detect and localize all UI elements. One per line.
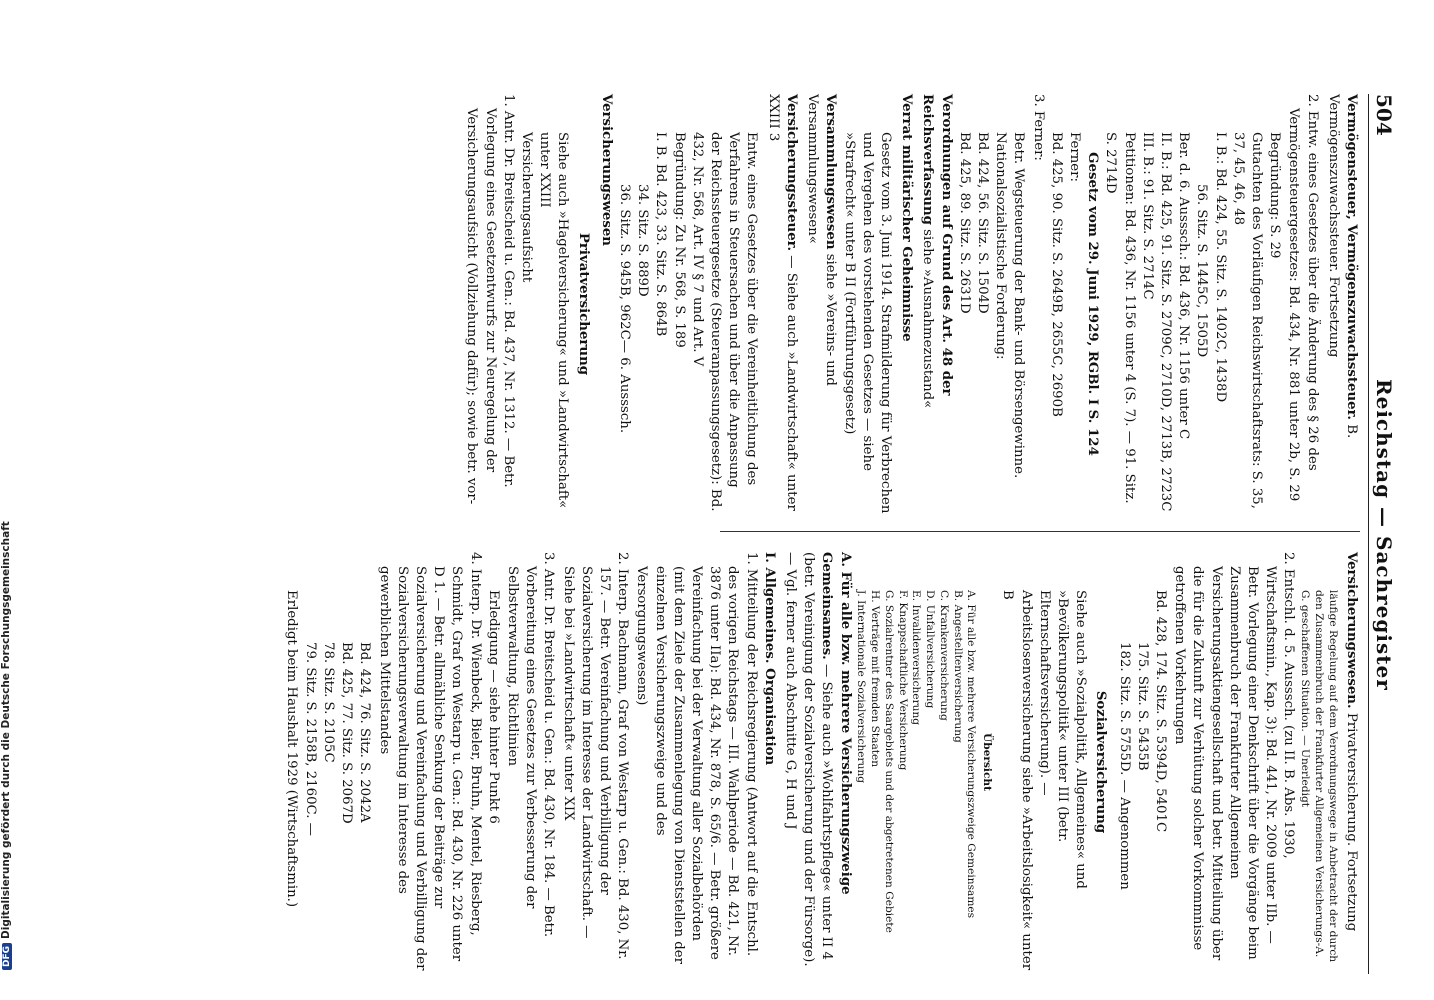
small-text-line: H. Verträge mit fremden Staaten (869, 590, 882, 768)
section-heading: Sozialversicherung (1093, 690, 1109, 834)
entry-headword: Versammlungswesen (823, 94, 839, 250)
small-text-line: E. Invalidenversicherung (910, 590, 923, 726)
reference-line: III. B.: 91. Sitz. S. 2714C (1139, 132, 1155, 300)
column-divider (720, 531, 1360, 532)
numbered-item: 4. Interp. Dr. Wienbeck, Bieler, Bruhn, Mentel, Riesberg, Schmidt, Graf von Westarp u. Gen.: Bd. 430, Nr. 226 unter D 1. — Betr. allmähliche Senkung der Beiträge zur Sozialversicherung und Vereinfachung und Verbilligung der Sozialversicherungsverwaltung im Interesse des gewerblichen Mittelstandes (376, 552, 483, 971)
overview-heading: Übersicht (981, 732, 994, 791)
index-entry (764, 94, 800, 514)
reference-line: I. B. Bd. 423, 33. Sitz. S. 864B (653, 132, 669, 337)
reference-line: Bd. 425, 89. Sitz. S. 2631D (956, 132, 972, 314)
small-text-line: D. Unfallversicherung (924, 590, 937, 709)
reference-line: Erledigung — siehe hinter Punkt 6 (485, 590, 501, 824)
reference-line: 34. Sitz. S. 889D (635, 184, 651, 297)
entry-text: Privatversicherung. Fortsetzung (1344, 708, 1359, 932)
running-head (1368, 94, 1396, 974)
small-text-line: F. Knappschaftliche Versicherung (896, 590, 909, 771)
small-text-line: J. Internationale Sozialversicherung (855, 590, 868, 784)
index-entry (897, 94, 915, 514)
footer-text: Digitalisierung gefördert durch die Deutsche Forschungsgemeinschaft (0, 521, 12, 939)
left-column (461, 94, 1360, 514)
entry-text: siehe »Vereins- und Versammlungswesen« (805, 94, 839, 386)
index-entry (918, 94, 954, 514)
numbered-item: 2. Entschl. d. 5. Ausssch. (zu II. B. Abs. 1930, Wirtschaftsmin., Kap. 3): Bd. 441, Nr. 2009 unter IIb. — Betr. Vorlegung einer Denkschrift über die Vorgänge beim Zusammenbruch der Frankfurter Allgemeinen Versicherungsaktiengesellschaft und betr. Mitteilung über die für die Zukunft zur Verhütung solcher Vorkommnisse getroffenen Vorkehrungen (1172, 552, 1297, 961)
reference-line: Bd. 424, 76. Sitz. S. 2042A (357, 642, 373, 823)
right-column (282, 552, 1360, 972)
index-entry (781, 552, 854, 972)
reference-line: Entw. eines Gesetzes über die Vereinheitlichung des Verfahrens in Steuersachen und über die Anpassung der Reichssteuergesetze (Steueranpassungsgesetz): Bd. 432, Nr. 568, Art. IV § 7 und Art. V (689, 132, 760, 512)
numbered-item: 1. Mitteilung der Reichsregierung (Antwort auf die Entschl. des vorigen Reichstags — III. Wahlperiode — Bd. 421, Nr. 3876 unter IIa): Bd. 434, Nr. 878, S. 65/6. — Betr. größere Vereinfachung bei der Verwaltung aller Sozialbehörden (mit dem Ziele der Zusammenlegung von Dienststellen der einzelnen Versicherungszweige und des Versorgungswesens) (634, 552, 759, 964)
numbered-item: 2. Entw. eines Gesetzes über die Änderung des § 26 des Vermögensteuergesetzes: Bd. 434, Nr. 881 unter 2b, S. 29 (1286, 94, 1320, 502)
reference-line: 182. Sitz. S. 5755D. — Angenommen (1116, 642, 1132, 890)
small-text-line: C. Krankenversicherung (937, 590, 950, 721)
reference-line: Bd. 425, 90. Sitz. S. 2649B, 2655C, 2690B (1048, 132, 1064, 417)
reference-line: Siehe auch »Hagelversicherung« und »Landwirtschaft« unter XXIII (537, 132, 571, 509)
entry-text: B. Vermögenszuwachssteuer. Fortsetzung (1325, 94, 1359, 439)
section-heading: Privatversicherung (575, 232, 591, 376)
small-text-line: läufige Regelung auf dem Verordnungswege in Anbetracht der durch den Zusammenbruch der Frankfurter Allgemeinen Versicherungs-A. G. geschaffenen Situation. — Unerledigt (1299, 590, 1339, 963)
reference-line: 36. Sitz. S. 945B, 962C— 6. Ausssch. (617, 184, 633, 434)
numbered-item: 3. Ferner: (1030, 94, 1046, 161)
entry-headword: A. Für alle bzw. mehrere Versicherungszweige Gemeinsames. (819, 552, 853, 895)
numbered-item: 3. Antr. Dr. Breitscheid u. Gen.: Bd. 430, Nr. 184. — Betr. Vorbereitung eines Gesetzes zur Verbesserung der Selbstverwaltung, Richtlinien (504, 552, 557, 938)
reference-line: Erledigt beim Haushalt 1929 (Wirtschaftsmin.) (284, 590, 300, 908)
reference-line: Bd. 425, 77. Sitz. S. 2067D (339, 642, 355, 824)
small-text-line: G. Sozialrentner des Saargebiets und der abgetretenen Gebiete (882, 590, 895, 933)
dfg-logo: DFG (2, 943, 12, 970)
index-entry (1324, 94, 1360, 514)
reference-line: Gutachten des Vorläufigen Reichswirtschaftsrats: S. 35, 37, 45, 46, 48 (1230, 132, 1264, 509)
numbered-item: 1. Antr. Dr. Breitscheid u. Gen.: Bd. 437, Nr. 1312. — Betr. Vorlegung eines Gesetzentwurfs zur Neuregelung der Versicherungsaufsicht (Vollziehung dafür); sowie betr. vor- (464, 94, 516, 505)
reference-line: Ferner: (1066, 132, 1082, 182)
reference-line: Bd. 428, 174. Sitz. S. 5394D, 5401C (1153, 590, 1169, 833)
entry-headword: Versicherungswesen. (1344, 552, 1359, 709)
page-number: 504 (1372, 94, 1396, 136)
reference-line: Begründung: Zu Nr. 568, S. 189 (671, 132, 687, 348)
reference-line: I. B.: Bd. 424, 55. Sitz. S. 1402C, 1438D (1212, 132, 1228, 403)
entry-headword: Vermögensteuer, Vermögenszuwachssteuer. (1344, 94, 1359, 421)
reference-line: 56. Sitz. S. 1445C, 1505D (1194, 184, 1210, 358)
entry-text: — Siehe auch »Wohlfahrtspflege« unter II 4 (betr. Vereinigung der Sozialversicherung und der Fürsorge). — Vgl. ferner auch Abschnitte G, H und J (782, 552, 835, 967)
small-text-line: B. Angestelltenversicherung (951, 590, 964, 743)
entry-text: siehe »Ausnahmezustand« (920, 224, 936, 409)
entry-headword: Verrat militärischer Geheimnisse (899, 94, 915, 342)
reference-line: 79. Sitz. S. 2158B, 2160C. — (302, 642, 318, 836)
reference-line: II. B.: Bd. 425, 91. Sitz. S. 2709C, 2710D, 2713B, 2723C (1157, 132, 1173, 512)
reference-line: Versicherungsaufsicht (519, 132, 535, 283)
index-entry (803, 94, 839, 514)
reference-line: Bd. 424, 56. Sitz. S. 1504D (974, 132, 990, 314)
entry-headword: Verordnungen auf Grund des Art. 48 der Reichsverfassung (920, 94, 954, 396)
reference-line: Petitionen: Bd. 436, Nr. 1156 unter 4 (S. 7). — 91. Sitz. S. 2714D (1103, 132, 1137, 504)
digitization-footer (0, 521, 12, 970)
small-text-line: A. Für alle bzw. mehrere Versicherungszweige Gemeinsames (965, 590, 978, 919)
index-entry (1342, 552, 1360, 972)
running-title: Reichstag — Sachregister (1372, 378, 1396, 691)
reference-line: 78. Sitz. S. 2105C (320, 642, 336, 763)
subsection-heading: I. Allgemeines. Organisation (761, 552, 777, 766)
reference-line: Siehe auch »Sozialpolitik, Allgemeines« und »Bevölkerungspolitik« unter III (betr. Elternschaftsversicherung). — Arbeitslosenversicherung siehe »Arbeitslosigkeit« unter B (1000, 590, 1089, 971)
entry-headword: Versicherungswesen (598, 94, 614, 246)
law-citation: Gesetz vom 29. Juni 1929, RGBl. I S. 124 (1085, 152, 1101, 456)
numbered-item: 2. Interp. Bachmann, Graf von Westarp u. Gen.: Bd. 430, Nr. 157. — Betr. Vereinfachung und Verbilligung der Sozialversicherung im Interesse der Landwirtschaft. — Siehe bei »Landwirtschaft« unter XIX (560, 552, 631, 960)
entry-headword: Versicherungssteuer. (783, 94, 799, 252)
reference-line: 175. Sitz. S. 5435B (1134, 642, 1150, 771)
reference-line: Begründung: S. 29 (1267, 132, 1283, 259)
reference-line: Gesetz vom 3. Juni 1914. Strafmilderung für Verbrechen und Vergehen des vorstehenden Gesetzes — siehe »Strafrecht« unter B II (Fortführungsgesetz) (841, 132, 893, 514)
reference-line: Betr. Wegsteuerung der Bank- und Börsengewinne. Nationalsozialistische Forderung: (993, 132, 1027, 479)
entry-text: — Siehe auch »Landwirtschaft« unter XXIII 3 (765, 94, 799, 511)
index-entry (597, 94, 615, 514)
reference-line: Ber. d. 6. Ausssch.: Bd. 436, Nr. 1156 unter C (1176, 132, 1192, 440)
